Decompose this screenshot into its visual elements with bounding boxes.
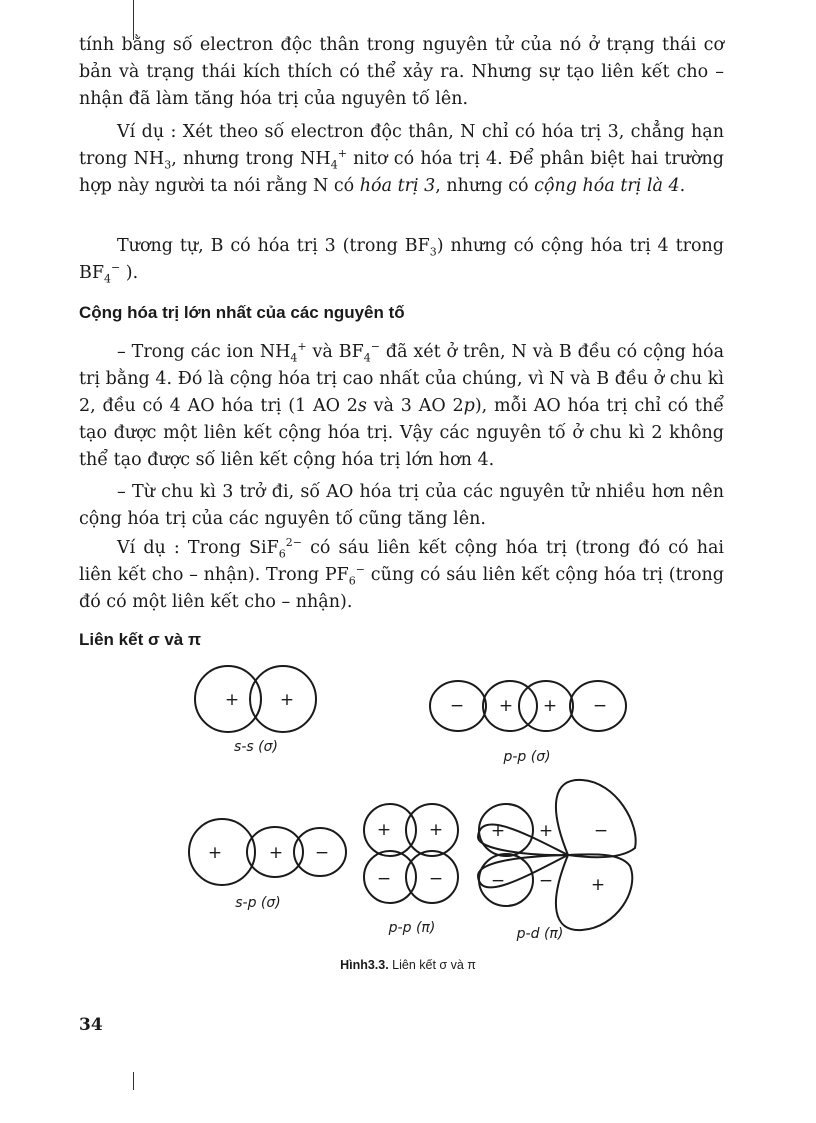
minus-sign: − xyxy=(376,869,392,889)
minus-sign: − xyxy=(538,871,554,891)
paragraph-valence-intro: tính bằng số electron độc thân trong nguyên tử của nó ở trạng thái cơ bản và trạng thái kích thích có thể xảy ra. Nhưng sự tạo liên kết cho – nhận đã làm tăng hóa trị của nguyên tố lên. xyxy=(79,35,724,109)
section-heading-sigma-pi: Liên kết σ và π xyxy=(79,630,201,649)
plus-sign: + xyxy=(590,875,606,895)
plus-sign: + xyxy=(376,820,392,840)
plus-sign: + xyxy=(224,690,240,710)
label-p-p-pi: p-p (π) xyxy=(388,920,436,936)
label-p-p-sigma: p-p (σ) xyxy=(503,749,551,765)
label-s-p-sigma: s-p (σ) xyxy=(235,895,281,911)
scan-margin-line xyxy=(133,1072,134,1090)
minus-sign: − xyxy=(314,843,330,863)
figure-caption: Hình3.3. Liên kết σ và π xyxy=(340,958,476,972)
minus-sign: − xyxy=(449,696,465,716)
plus-sign: + xyxy=(490,821,506,841)
minus-sign: − xyxy=(428,869,444,889)
paragraph-period-two: – Trong các ion $NH_4^+$ và $BF_4^-$ đã xét ở trên, N và B đều có cộng hóa trị bằng 4. Đó là cộng hóa trị cao nhất của chúng, vì N và B đều ở chu kì 2, đều có 4 AO hóa trị (1 AO 2s và 3 AO 2p), mỗi AO hóa trị chỉ có thể tạo được một liên kết cộng hóa trị. Vậy các nguyên tố ở chu kì 2 không thể tạo được số liên kết cộng hóa trị lớn hơn 4. xyxy=(79,340,724,470)
label-p-d-pi: p-d (π) xyxy=(516,926,564,942)
plus-sign: + xyxy=(207,843,223,863)
paragraph-sif6-example: Ví dụ : Trong SiF$_6^{2-}$ có sáu liên kết cộng hóa trị (trong đó có hai liên kết cho – nhận). Trong $PF_6^-$ cũng có sáu liên kết cộng hóa trị (trong đó có một liên kết cho – nhận). xyxy=(79,536,724,612)
plus-sign: + xyxy=(498,696,514,716)
paragraph-period-three: – Từ chu kì 3 trở đi, số AO hóa trị của các nguyên tử nhiều hơn nên cộng hóa trị của các nguyên tố cũng tăng lên. xyxy=(79,482,724,529)
section-heading-max-covalency: Cộng hóa trị lớn nhất của các nguyên tố xyxy=(79,303,405,322)
plus-sign: + xyxy=(538,821,554,841)
orbital-overlap-figure xyxy=(0,655,816,955)
minus-sign: − xyxy=(592,696,608,716)
plus-sign: + xyxy=(428,820,444,840)
paragraph-nitrogen-example: Ví dụ : Xét theo số electron độc thân, N chỉ có hóa trị 3, chẳng hạn trong $NH_3$, nhưng trong $NH_4^+$ nitơ có hóa trị 4. Để phân biệt hai trường hợp này người ta nói rằng N có hóa trị 3, nhưng có cộng hóa trị là 4. xyxy=(79,122,724,196)
minus-sign: − xyxy=(593,821,609,841)
page-number: 34 xyxy=(79,1015,103,1035)
plus-sign: + xyxy=(268,843,284,863)
minus-sign: − xyxy=(490,871,506,891)
plus-sign: + xyxy=(542,696,558,716)
s-s-sigma-diagram xyxy=(195,666,316,732)
paragraph-boron-example: Tương tự, B có hóa trị 3 (trong $BF_3$) nhưng có cộng hóa trị 4 trong $BF_4^-$ ). xyxy=(79,236,724,286)
label-s-s-sigma: s-s (σ) xyxy=(234,739,278,755)
p-d-pi-diagram xyxy=(478,780,636,930)
plus-sign: + xyxy=(279,690,295,710)
